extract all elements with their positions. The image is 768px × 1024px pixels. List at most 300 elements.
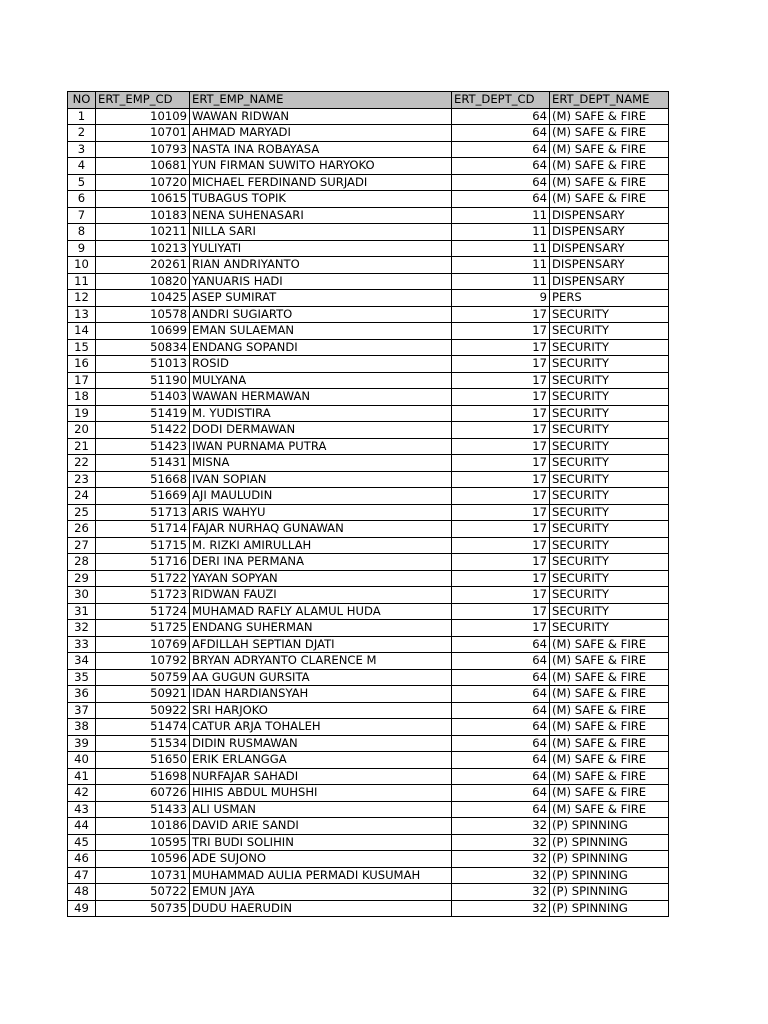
table-row [68, 636, 669, 653]
cell-no: 7 [68, 207, 96, 224]
cell-dept-cd: 17 [452, 603, 550, 620]
cell-emp-name: NASTA INA ROBAYASA [190, 141, 452, 158]
cell-dept-cd: 17 [452, 521, 550, 538]
cell-dept-name: (M) SAFE & FIRE [550, 735, 669, 752]
cell-no: 2 [68, 125, 96, 142]
cell-no: 40 [68, 752, 96, 769]
cell-dept-name: (M) SAFE & FIRE [550, 141, 669, 158]
cell-dept-cd: 64 [452, 141, 550, 158]
cell-dept-name: SECURITY [550, 438, 669, 455]
cell-emp-cd: 51474 [96, 719, 190, 736]
cell-emp-cd: 10699 [96, 323, 190, 340]
table-row [68, 702, 669, 719]
cell-no: 25 [68, 504, 96, 521]
cell-emp-cd: 10681 [96, 158, 190, 175]
cell-no: 27 [68, 537, 96, 554]
cell-dept-cd: 64 [452, 653, 550, 670]
table-row [68, 851, 669, 868]
cell-emp-name: ERIK ERLANGGA [190, 752, 452, 769]
table-row [68, 735, 669, 752]
cell-dept-name: SECURITY [550, 521, 669, 538]
cell-no: 29 [68, 570, 96, 587]
cell-dept-name: (M) SAFE & FIRE [550, 785, 669, 802]
cell-emp-cd: 50922 [96, 702, 190, 719]
cell-emp-name: YAYAN SOPYAN [190, 570, 452, 587]
cell-emp-cd: 50735 [96, 900, 190, 917]
cell-dept-cd: 64 [452, 719, 550, 736]
cell-dept-cd: 17 [452, 554, 550, 571]
cell-emp-cd: 60726 [96, 785, 190, 802]
cell-dept-cd: 32 [452, 834, 550, 851]
table-row [68, 389, 669, 406]
table-row [68, 323, 669, 340]
cell-dept-cd: 32 [452, 900, 550, 917]
cell-no: 34 [68, 653, 96, 670]
cell-emp-name: SRI HARJOKO [190, 702, 452, 719]
cell-no: 31 [68, 603, 96, 620]
cell-emp-cd: 51669 [96, 488, 190, 505]
cell-dept-name: SECURITY [550, 570, 669, 587]
cell-dept-cd: 17 [452, 455, 550, 472]
table-row [68, 554, 669, 571]
cell-emp-name: ADE SUJONO [190, 851, 452, 868]
cell-dept-name: (M) SAFE & FIRE [550, 158, 669, 175]
table-row [68, 108, 669, 125]
cell-emp-cd: 51698 [96, 768, 190, 785]
cell-dept-name: (M) SAFE & FIRE [550, 719, 669, 736]
cell-emp-cd: 50722 [96, 884, 190, 901]
cell-emp-cd: 50834 [96, 339, 190, 356]
cell-dept-name: SECURITY [550, 537, 669, 554]
cell-no: 26 [68, 521, 96, 538]
cell-no: 35 [68, 669, 96, 686]
cell-dept-cd: 11 [452, 240, 550, 257]
cell-emp-name: MULYANA [190, 372, 452, 389]
cell-emp-name: ENDANG SUHERMAN [190, 620, 452, 637]
cell-emp-name: MUHAMMAD AULIA PERMADI KUSUMAH [190, 867, 452, 884]
cell-dept-cd: 17 [452, 488, 550, 505]
cell-emp-cd: 51422 [96, 422, 190, 439]
cell-dept-cd: 64 [452, 735, 550, 752]
cell-emp-name: ROSID [190, 356, 452, 373]
cell-emp-cd: 10595 [96, 834, 190, 851]
cell-dept-name: SECURITY [550, 587, 669, 604]
cell-emp-name: YANUARIS HADI [190, 273, 452, 290]
table-row [68, 257, 669, 274]
cell-no: 10 [68, 257, 96, 274]
cell-emp-name: DUDU HAERUDIN [190, 900, 452, 917]
cell-no: 37 [68, 702, 96, 719]
cell-emp-cd: 10109 [96, 108, 190, 125]
cell-dept-name: SECURITY [550, 504, 669, 521]
cell-no: 17 [68, 372, 96, 389]
cell-emp-name: AA GUGUN GURSITA [190, 669, 452, 686]
table-row [68, 768, 669, 785]
cell-emp-cd: 51715 [96, 537, 190, 554]
cell-dept-cd: 17 [452, 570, 550, 587]
cell-emp-name: CATUR ARJA TOHALEH [190, 719, 452, 736]
cell-no: 42 [68, 785, 96, 802]
cell-no: 43 [68, 801, 96, 818]
cell-dept-cd: 17 [452, 356, 550, 373]
cell-dept-cd: 17 [452, 372, 550, 389]
table-row [68, 191, 669, 208]
cell-dept-name: (P) SPINNING [550, 818, 669, 835]
cell-emp-name: IWAN PURNAMA PUTRA [190, 438, 452, 455]
cell-emp-name: AJI MAULUDIN [190, 488, 452, 505]
cell-dept-name: (P) SPINNING [550, 851, 669, 868]
cell-emp-cd: 51650 [96, 752, 190, 769]
cell-dept-cd: 64 [452, 752, 550, 769]
table-row [68, 669, 669, 686]
table-row [68, 801, 669, 818]
cell-no: 41 [68, 768, 96, 785]
cell-dept-name: (M) SAFE & FIRE [550, 752, 669, 769]
cell-emp-cd: 10820 [96, 273, 190, 290]
cell-dept-name: SECURITY [550, 422, 669, 439]
cell-emp-cd: 51714 [96, 521, 190, 538]
table-row [68, 290, 669, 307]
cell-no: 8 [68, 224, 96, 241]
table-row [68, 488, 669, 505]
cell-no: 15 [68, 339, 96, 356]
cell-emp-cd: 51534 [96, 735, 190, 752]
cell-dept-name: SECURITY [550, 405, 669, 422]
cell-no: 12 [68, 290, 96, 307]
cell-emp-cd: 10701 [96, 125, 190, 142]
cell-emp-name: NENA SUHENASARI [190, 207, 452, 224]
cell-emp-cd: 51716 [96, 554, 190, 571]
cell-dept-cd: 32 [452, 851, 550, 868]
cell-dept-name: (M) SAFE & FIRE [550, 174, 669, 191]
cell-dept-name: SECURITY [550, 306, 669, 323]
cell-emp-cd: 51419 [96, 405, 190, 422]
cell-emp-name: IVAN SOPIAN [190, 471, 452, 488]
table-row [68, 471, 669, 488]
header-row [68, 92, 669, 109]
cell-emp-name: AHMAD MARYADI [190, 125, 452, 142]
cell-emp-cd: 10578 [96, 306, 190, 323]
cell-dept-cd: 64 [452, 702, 550, 719]
cell-emp-name: M. YUDISTIRA [190, 405, 452, 422]
cell-emp-name: DODI DERMAWAN [190, 422, 452, 439]
cell-dept-cd: 11 [452, 207, 550, 224]
cell-emp-name: RIDWAN FAUZI [190, 587, 452, 604]
cell-dept-name: (P) SPINNING [550, 834, 669, 851]
table-row [68, 306, 669, 323]
cell-emp-cd: 10731 [96, 867, 190, 884]
cell-dept-name: SECURITY [550, 356, 669, 373]
cell-no: 5 [68, 174, 96, 191]
cell-dept-cd: 17 [452, 537, 550, 554]
cell-dept-name: SECURITY [550, 620, 669, 637]
table-row [68, 818, 669, 835]
cell-emp-cd: 10186 [96, 818, 190, 835]
cell-dept-cd: 32 [452, 818, 550, 835]
cell-emp-name: DERI INA PERMANA [190, 554, 452, 571]
table-row [68, 537, 669, 554]
cell-dept-name: SECURITY [550, 389, 669, 406]
cell-no: 28 [68, 554, 96, 571]
header-no: NO [68, 92, 96, 109]
cell-emp-name: M. RIZKI AMIRULLAH [190, 537, 452, 554]
cell-emp-cd: 10425 [96, 290, 190, 307]
cell-no: 6 [68, 191, 96, 208]
cell-dept-cd: 17 [452, 471, 550, 488]
cell-dept-cd: 32 [452, 867, 550, 884]
cell-dept-cd: 17 [452, 389, 550, 406]
table-row [68, 900, 669, 917]
cell-no: 36 [68, 686, 96, 703]
cell-emp-cd: 51403 [96, 389, 190, 406]
cell-dept-cd: 17 [452, 504, 550, 521]
cell-dept-cd: 17 [452, 306, 550, 323]
cell-dept-cd: 17 [452, 405, 550, 422]
cell-emp-name: TRI BUDI SOLIHIN [190, 834, 452, 851]
cell-emp-name: TUBAGUS TOPIK [190, 191, 452, 208]
table-row [68, 422, 669, 439]
table-row [68, 620, 669, 637]
cell-dept-cd: 9 [452, 290, 550, 307]
cell-emp-name: FAJAR NURHAQ GUNAWAN [190, 521, 452, 538]
cell-dept-cd: 64 [452, 191, 550, 208]
cell-dept-name: DISPENSARY [550, 257, 669, 274]
table-row [68, 158, 669, 175]
cell-dept-name: SECURITY [550, 372, 669, 389]
cell-emp-name: EMAN SULAEMAN [190, 323, 452, 340]
table-row [68, 603, 669, 620]
cell-emp-cd: 10769 [96, 636, 190, 653]
cell-no: 14 [68, 323, 96, 340]
cell-emp-name: DAVID ARIE SANDI [190, 818, 452, 835]
cell-no: 13 [68, 306, 96, 323]
cell-emp-name: EMUN JAYA [190, 884, 452, 901]
cell-dept-name: SECURITY [550, 455, 669, 472]
table-row [68, 587, 669, 604]
cell-no: 20 [68, 422, 96, 439]
cell-dept-cd: 11 [452, 257, 550, 274]
cell-dept-cd: 64 [452, 108, 550, 125]
table-row [68, 273, 669, 290]
cell-emp-name: ANDRI SUGIARTO [190, 306, 452, 323]
cell-dept-name: SECURITY [550, 554, 669, 571]
table-row [68, 752, 669, 769]
cell-emp-cd: 10213 [96, 240, 190, 257]
cell-no: 11 [68, 273, 96, 290]
header-dept-cd: ERT_DEPT_CD [452, 92, 550, 109]
cell-emp-name: ARIS WAHYU [190, 504, 452, 521]
cell-emp-name: MICHAEL FERDINAND SURJADI [190, 174, 452, 191]
table-row [68, 504, 669, 521]
table-row [68, 141, 669, 158]
cell-no: 19 [68, 405, 96, 422]
cell-emp-cd: 51725 [96, 620, 190, 637]
cell-dept-cd: 17 [452, 438, 550, 455]
cell-dept-name: (M) SAFE & FIRE [550, 636, 669, 653]
table-row [68, 521, 669, 538]
cell-no: 18 [68, 389, 96, 406]
cell-dept-name: (P) SPINNING [550, 900, 669, 917]
cell-dept-name: SECURITY [550, 603, 669, 620]
cell-emp-name: WAWAN HERMAWAN [190, 389, 452, 406]
table-row [68, 653, 669, 670]
header-dept-name: ERT_DEPT_NAME [550, 92, 669, 109]
cell-no: 48 [68, 884, 96, 901]
cell-emp-name: NURFAJAR SAHADI [190, 768, 452, 785]
table-row [68, 240, 669, 257]
cell-dept-name: (M) SAFE & FIRE [550, 191, 669, 208]
cell-dept-name: (M) SAFE & FIRE [550, 801, 669, 818]
cell-no: 23 [68, 471, 96, 488]
cell-no: 49 [68, 900, 96, 917]
cell-emp-cd: 10793 [96, 141, 190, 158]
cell-emp-cd: 51668 [96, 471, 190, 488]
table-row [68, 174, 669, 191]
cell-no: 44 [68, 818, 96, 835]
cell-emp-name: ASEP SUMIRAT [190, 290, 452, 307]
table-row [68, 224, 669, 241]
cell-dept-cd: 64 [452, 158, 550, 175]
cell-emp-cd: 10596 [96, 851, 190, 868]
cell-emp-name: DIDIN RUSMAWAN [190, 735, 452, 752]
cell-emp-name: RIAN ANDRIYANTO [190, 257, 452, 274]
cell-dept-name: (M) SAFE & FIRE [550, 669, 669, 686]
cell-dept-cd: 17 [452, 587, 550, 604]
cell-no: 33 [68, 636, 96, 653]
cell-no: 24 [68, 488, 96, 505]
cell-emp-cd: 50921 [96, 686, 190, 703]
cell-no: 45 [68, 834, 96, 851]
cell-dept-name: (P) SPINNING [550, 867, 669, 884]
employee-table [67, 91, 669, 917]
cell-dept-name: DISPENSARY [550, 273, 669, 290]
cell-dept-cd: 64 [452, 125, 550, 142]
cell-emp-cd: 51431 [96, 455, 190, 472]
cell-dept-cd: 17 [452, 339, 550, 356]
table-row [68, 719, 669, 736]
cell-no: 16 [68, 356, 96, 373]
cell-dept-name: DISPENSARY [550, 207, 669, 224]
table-body [68, 108, 669, 917]
cell-emp-cd: 51722 [96, 570, 190, 587]
cell-dept-name: (M) SAFE & FIRE [550, 125, 669, 142]
cell-no: 46 [68, 851, 96, 868]
table-row [68, 125, 669, 142]
cell-dept-name: SECURITY [550, 339, 669, 356]
cell-no: 38 [68, 719, 96, 736]
table-row [68, 834, 669, 851]
cell-dept-name: DISPENSARY [550, 224, 669, 241]
cell-emp-cd: 51713 [96, 504, 190, 521]
cell-dept-cd: 17 [452, 422, 550, 439]
table-row [68, 372, 669, 389]
table-row [68, 867, 669, 884]
table-row [68, 405, 669, 422]
cell-dept-cd: 64 [452, 686, 550, 703]
cell-dept-cd: 64 [452, 636, 550, 653]
cell-emp-name: AFDILLAH SEPTIAN DJATI [190, 636, 452, 653]
cell-dept-name: (M) SAFE & FIRE [550, 653, 669, 670]
cell-emp-cd: 51724 [96, 603, 190, 620]
table-row [68, 884, 669, 901]
cell-emp-cd: 51723 [96, 587, 190, 604]
cell-dept-cd: 11 [452, 224, 550, 241]
cell-emp-cd: 51013 [96, 356, 190, 373]
cell-emp-cd: 51190 [96, 372, 190, 389]
cell-emp-name: MUHAMAD RAFLY ALAMUL HUDA [190, 603, 452, 620]
table-row [68, 339, 669, 356]
table-row [68, 356, 669, 373]
cell-no: 39 [68, 735, 96, 752]
cell-dept-name: SECURITY [550, 471, 669, 488]
cell-emp-name: YULIYATI [190, 240, 452, 257]
table-row [68, 785, 669, 802]
header-emp-name: ERT_EMP_NAME [190, 92, 452, 109]
cell-emp-name: WAWAN RIDWAN [190, 108, 452, 125]
cell-dept-cd: 64 [452, 669, 550, 686]
cell-dept-cd: 64 [452, 801, 550, 818]
cell-no: 47 [68, 867, 96, 884]
cell-emp-cd: 20261 [96, 257, 190, 274]
cell-emp-cd: 10183 [96, 207, 190, 224]
cell-emp-name: MISNA [190, 455, 452, 472]
cell-no: 3 [68, 141, 96, 158]
cell-no: 21 [68, 438, 96, 455]
cell-dept-cd: 32 [452, 884, 550, 901]
cell-dept-cd: 17 [452, 323, 550, 340]
cell-emp-name: BRYAN ADRYANTO CLARENCE M [190, 653, 452, 670]
cell-emp-name: ALI USMAN [190, 801, 452, 818]
table-row [68, 570, 669, 587]
cell-emp-name: HIHIS ABDUL MUHSHI [190, 785, 452, 802]
header-emp-cd: ERT_EMP_CD [96, 92, 190, 109]
table-row [68, 207, 669, 224]
cell-emp-name: IDAN HARDIANSYAH [190, 686, 452, 703]
cell-no: 30 [68, 587, 96, 604]
cell-dept-name: PERS [550, 290, 669, 307]
cell-dept-cd: 17 [452, 620, 550, 637]
cell-dept-name: DISPENSARY [550, 240, 669, 257]
cell-dept-cd: 64 [452, 785, 550, 802]
table-row [68, 686, 669, 703]
cell-emp-name: YUN FIRMAN SUWITO HARYOKO [190, 158, 452, 175]
cell-no: 1 [68, 108, 96, 125]
cell-dept-cd: 64 [452, 768, 550, 785]
cell-emp-cd: 50759 [96, 669, 190, 686]
cell-dept-name: (M) SAFE & FIRE [550, 702, 669, 719]
cell-no: 9 [68, 240, 96, 257]
cell-dept-name: (M) SAFE & FIRE [550, 108, 669, 125]
cell-emp-name: NILLA SARI [190, 224, 452, 241]
cell-dept-name: SECURITY [550, 323, 669, 340]
cell-emp-cd: 51423 [96, 438, 190, 455]
cell-dept-cd: 11 [452, 273, 550, 290]
cell-dept-name: SECURITY [550, 488, 669, 505]
cell-no: 4 [68, 158, 96, 175]
cell-emp-cd: 10615 [96, 191, 190, 208]
cell-dept-cd: 64 [452, 174, 550, 191]
cell-dept-name: (M) SAFE & FIRE [550, 686, 669, 703]
cell-emp-cd: 10211 [96, 224, 190, 241]
cell-emp-name: ENDANG SOPANDI [190, 339, 452, 356]
cell-emp-cd: 10792 [96, 653, 190, 670]
cell-emp-cd: 51433 [96, 801, 190, 818]
table-row [68, 438, 669, 455]
cell-dept-name: (P) SPINNING [550, 884, 669, 901]
cell-no: 22 [68, 455, 96, 472]
cell-dept-name: (M) SAFE & FIRE [550, 768, 669, 785]
table-row [68, 455, 669, 472]
